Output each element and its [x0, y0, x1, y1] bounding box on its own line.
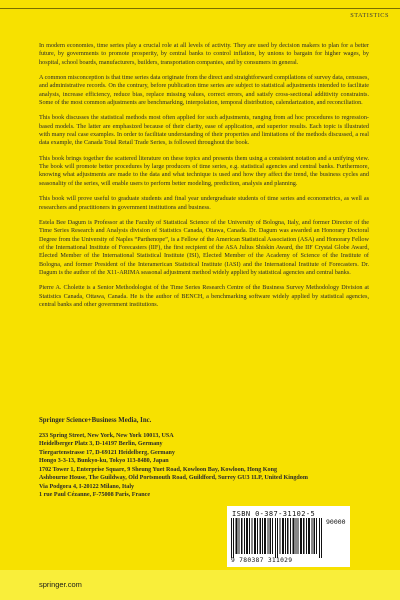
misconception-paragraph: A common misconception is that time series data originate from the direct and straightforward compilations of survey data, censuses, and administrative records. On the contrary, before publication time series are subject to statistical adjustments intended to facilitate analysis, increase efficiency, reduce bias, replace missing values, correct errors, and satisfy cross-sectional additivity constraints. Some of the most common adjustments are benchmarking, interpolation, temporal distribution, calendarization, and reconciliation.: [39, 74, 369, 107]
address-line: Heidelberger Platz 3, D-14197 Berlin, Germany: [39, 441, 163, 448]
literature-paragraph: This book brings together the scattered literature on these topics and presents them using a consistent notation and a unifying view. The book will promote better procedures by large producers of time series, e.g. statistical agencies and central banks. Furthermore, knowing what adjustments are made to the data and what technique is used and how they affect the trend, the business cycles and seasonality of the series, will enable users to perform better modeling, prediction, analysis and planning.: [39, 154, 369, 187]
address-line: 233 Spring Street, New York, New York 10013, USA: [39, 433, 174, 439]
barcode-bars: [231, 518, 323, 558]
audience-paragraph: This book will prove useful to graduate students and final year undergraduate students of time series and econometrics, as well as researchers and practitioners in government institutions and business.: [39, 195, 369, 211]
author-dagum-bio: Estela Bee Dagum is Professor at the Faculty of Statistical Science of the University of Bologna, Italy, and former Director of the Time Series Research and Analysis division of Statistics Canada, Ottawa, Canada. Dr. Dagum was awarded an Honorary Doctoral Degree from the University of Naples “Parthenope”, is a Fellow of the American Statistical Association (ASA) and Honorary Fellow of the International Institute of Forecasters (IIF), the first recipient of the ASA Julius Shiskin Award, the IIF Crystal Globe Award, Elected Member of the International Statistical Institute (ISI), Elected Member of the Academy of Science of the Institute of Bologna, and former President of the Interamerican Statistical Institute (IASI) and the International Institute of Forecasters. Dr. Dagum is the author of the X11-ARIMA seasonal adjustment method widely applied by statistical agencies and central banks.: [39, 218, 369, 276]
publisher-url[interactable]: springer.com: [39, 580, 82, 589]
description-text: [39, 42, 369, 316]
address-line: 1702 Tower 1, Enterprise Square, 9 Sheung Yuet Road, Kowloon Bay, Kowloon, Hong Kong: [39, 466, 278, 473]
methods-paragraph: This book discusses the statistical methods most often applied for such adjustments, ranging from ad hoc procedures to regression-based models. The latter are emphasized because of their clarity, ease of application, and superior results. Each topic is illustrated with many real case examples. In order to facilitate understanding of their properties and limitations of the methods discussed, a real data example, the Canada Total Retail Trade Series, is followed throughout the book.: [39, 114, 369, 147]
address-line: Via Podgora 4, I-20122 Milano, Italy: [39, 483, 135, 490]
ean-number: 9 780387 311029: [231, 557, 293, 564]
subject-label: STATISTICS: [350, 12, 389, 19]
price-code: 90000: [326, 518, 346, 526]
address-line: Hongo 3-3-13, Bunkyo-ku, Tokyo 113-8480, Japan: [39, 458, 169, 465]
intro-paragraph: In modern economies, time series play a crucial role at all levels of activity. They are used by decision makers to plan for a better future, by governments to promote prosperity, by central banks to control inflation, by unions to bargain for higher wages, by hospital, school boards, manufacturers, builders, transportation companies, and by consumers in general.: [39, 42, 369, 66]
address-line: 1 rue Paul Cézanne, F-75008 Paris, France: [39, 492, 151, 499]
address-line: Tiergartenstrasse 17, D-69121 Heidelberg, Germany: [39, 449, 175, 456]
author-cholette-bio: Pierre A. Cholette is a Senior Methodologist of the Time Series Research Centre of the Business Survey Methodology Division at Statistics Canada, Ottawa, Canada. He is the author of BENCH, a benchmarking software widely applied by statistical agencies, central banks and other government institutions.: [39, 284, 369, 308]
isbn-barcode: [227, 506, 350, 567]
isbn-number: ISBN 0-387-31102-5: [232, 510, 316, 518]
publisher-addresses: [39, 432, 379, 500]
top-rule: [0, 8, 400, 9]
publisher-block: [39, 417, 379, 500]
publisher-name: Springer Science+Business Media, Inc.: [39, 417, 152, 424]
address-line: Ashbourne House, The Guildway, Old Portsmouth Road, Guildford, Surrey GU3 1LP, United Kingdom: [39, 475, 308, 482]
